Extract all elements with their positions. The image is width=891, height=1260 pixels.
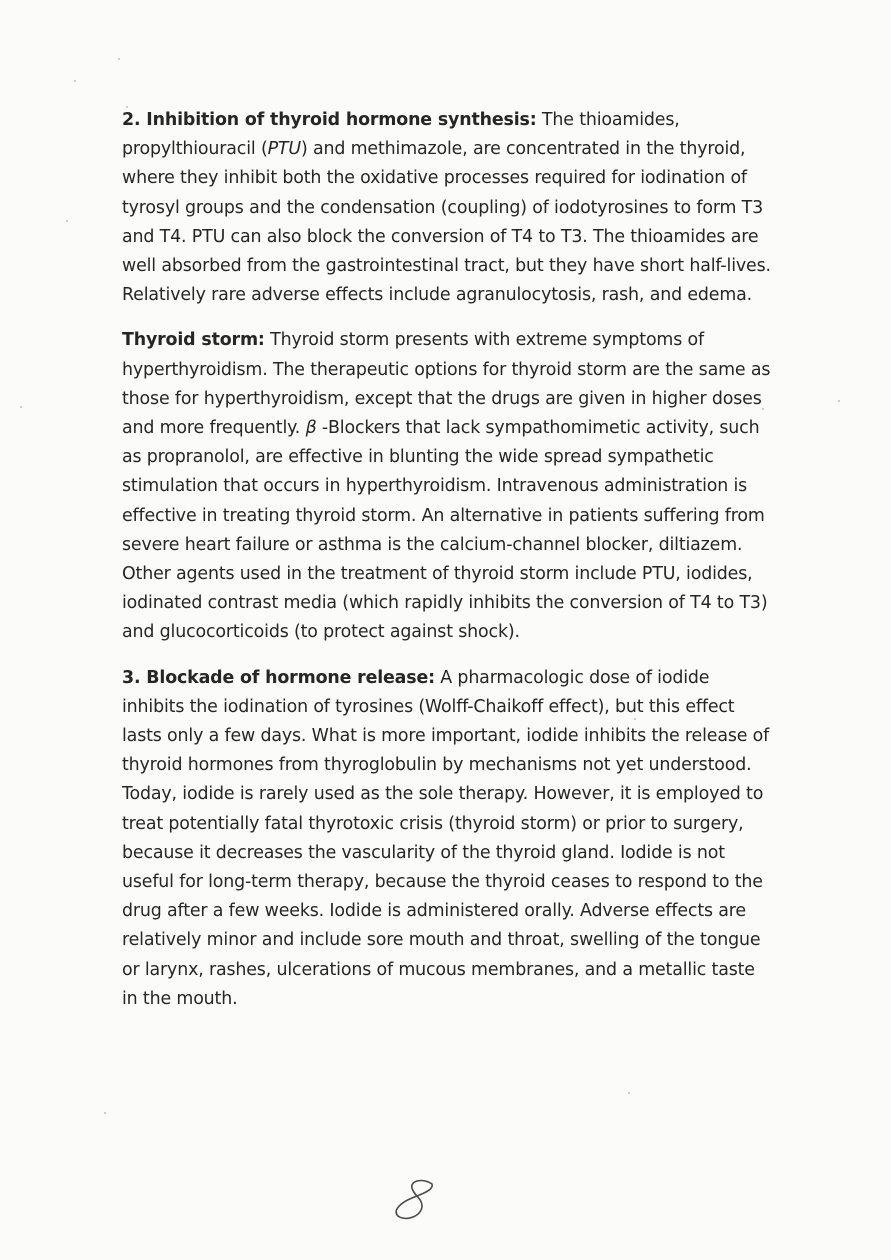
- scan-speck: [762, 408, 764, 410]
- heading-thyroid-hormone-synthesis: 2. Inhibition of thyroid hormone synthesis:: [122, 110, 537, 130]
- paragraph-text: -Blockers that lack sympathomimetic activity, such as propranolol, are effective in blunting the wide spread sympathetic stimulation that occurs in hyperthyroidism. Intravenous administration is effective in treating thyroid storm. An alternative in patients suffering from severe heart failure or asthma is the calcium-channel blocker, diltiazem. Other agents used in the treatment of thyroid storm include PTU, iodides, iodinated contrast media (which rapidly inhibits the conversion of T4 to T3) and glucocorticoids (to protect against shock).: [122, 418, 768, 643]
- scan-speck: [634, 718, 636, 720]
- paragraph-thyroid-storm: [122, 326, 772, 647]
- scan-speck: [118, 58, 120, 60]
- paragraph-text: ) and methimazole, are concentrated in the thyroid, where they inhibit both the oxidative processes required for iodination of tyrosyl groups and the condensation (coupling) of iodotyrosines to form T3 and T4. PTU can also block the conversion of T4 to T3. The thioamides are well absorbed from the gastrointestinal tract, but they have short half-lives. Relatively rare adverse effects include agranulocytosis, rash, and edema.: [122, 139, 771, 306]
- heading-thyroid-storm: Thyroid storm:: [122, 330, 265, 351]
- paragraph-text: Thyroid storm presents with extreme symptoms of hyperthyroidism. The therapeutic options for thyroid storm are the same as those for hyperthyroidism, except that the drugs are given in higher doses and more frequently.: [122, 330, 771, 439]
- scan-speck: [628, 1092, 630, 1094]
- beta-symbol: β: [305, 418, 317, 439]
- page-number-stroke: [396, 1181, 432, 1219]
- paragraph-text-italic: PTU: [267, 139, 301, 160]
- heading-blockade-hormone-release: 3. Blockade of hormone release:: [122, 667, 435, 688]
- scan-speck: [104, 1112, 106, 1114]
- document-body: [122, 106, 772, 1030]
- scan-speck: [74, 80, 76, 82]
- scan-speck: [66, 220, 68, 222]
- paragraph-thyroid-hormone-synthesis: [122, 106, 772, 310]
- scan-speck: [20, 406, 22, 408]
- paragraph-text: A pharmacologic dose of iodide inhibits the iodination of tyrosines (Wolff-Chaikoff effect), but this effect lasts only a few days. What is more important, iodide inhibits the release of thyroid hormones from thyroglobulin by mechanisms not yet understood. Today, iodide is rarely used as the sole therapy. However, it is employed to treat potentially fatal thyrotoxic crisis (thyroid storm) or prior to surgery, because it decreases the vascularity of the thyroid gland. Iodide is not useful for long-term therapy, because the thyroid ceases to respond to the drug after a few weeks. Iodide is administered orally. Adverse effects are relatively minor and include sore mouth and throat, swelling of the tongue or larynx, rashes, ulcerations of mucous membranes, and a metallic taste in the mouth.: [122, 667, 770, 1009]
- scan-speck: [126, 106, 128, 108]
- paragraph-blockade-hormone-release: [122, 664, 772, 1014]
- scan-speck: [838, 400, 840, 402]
- handwritten-page-number: [388, 1176, 444, 1224]
- paragraph-text: The thioamides, propylthiouracil (: [122, 110, 680, 160]
